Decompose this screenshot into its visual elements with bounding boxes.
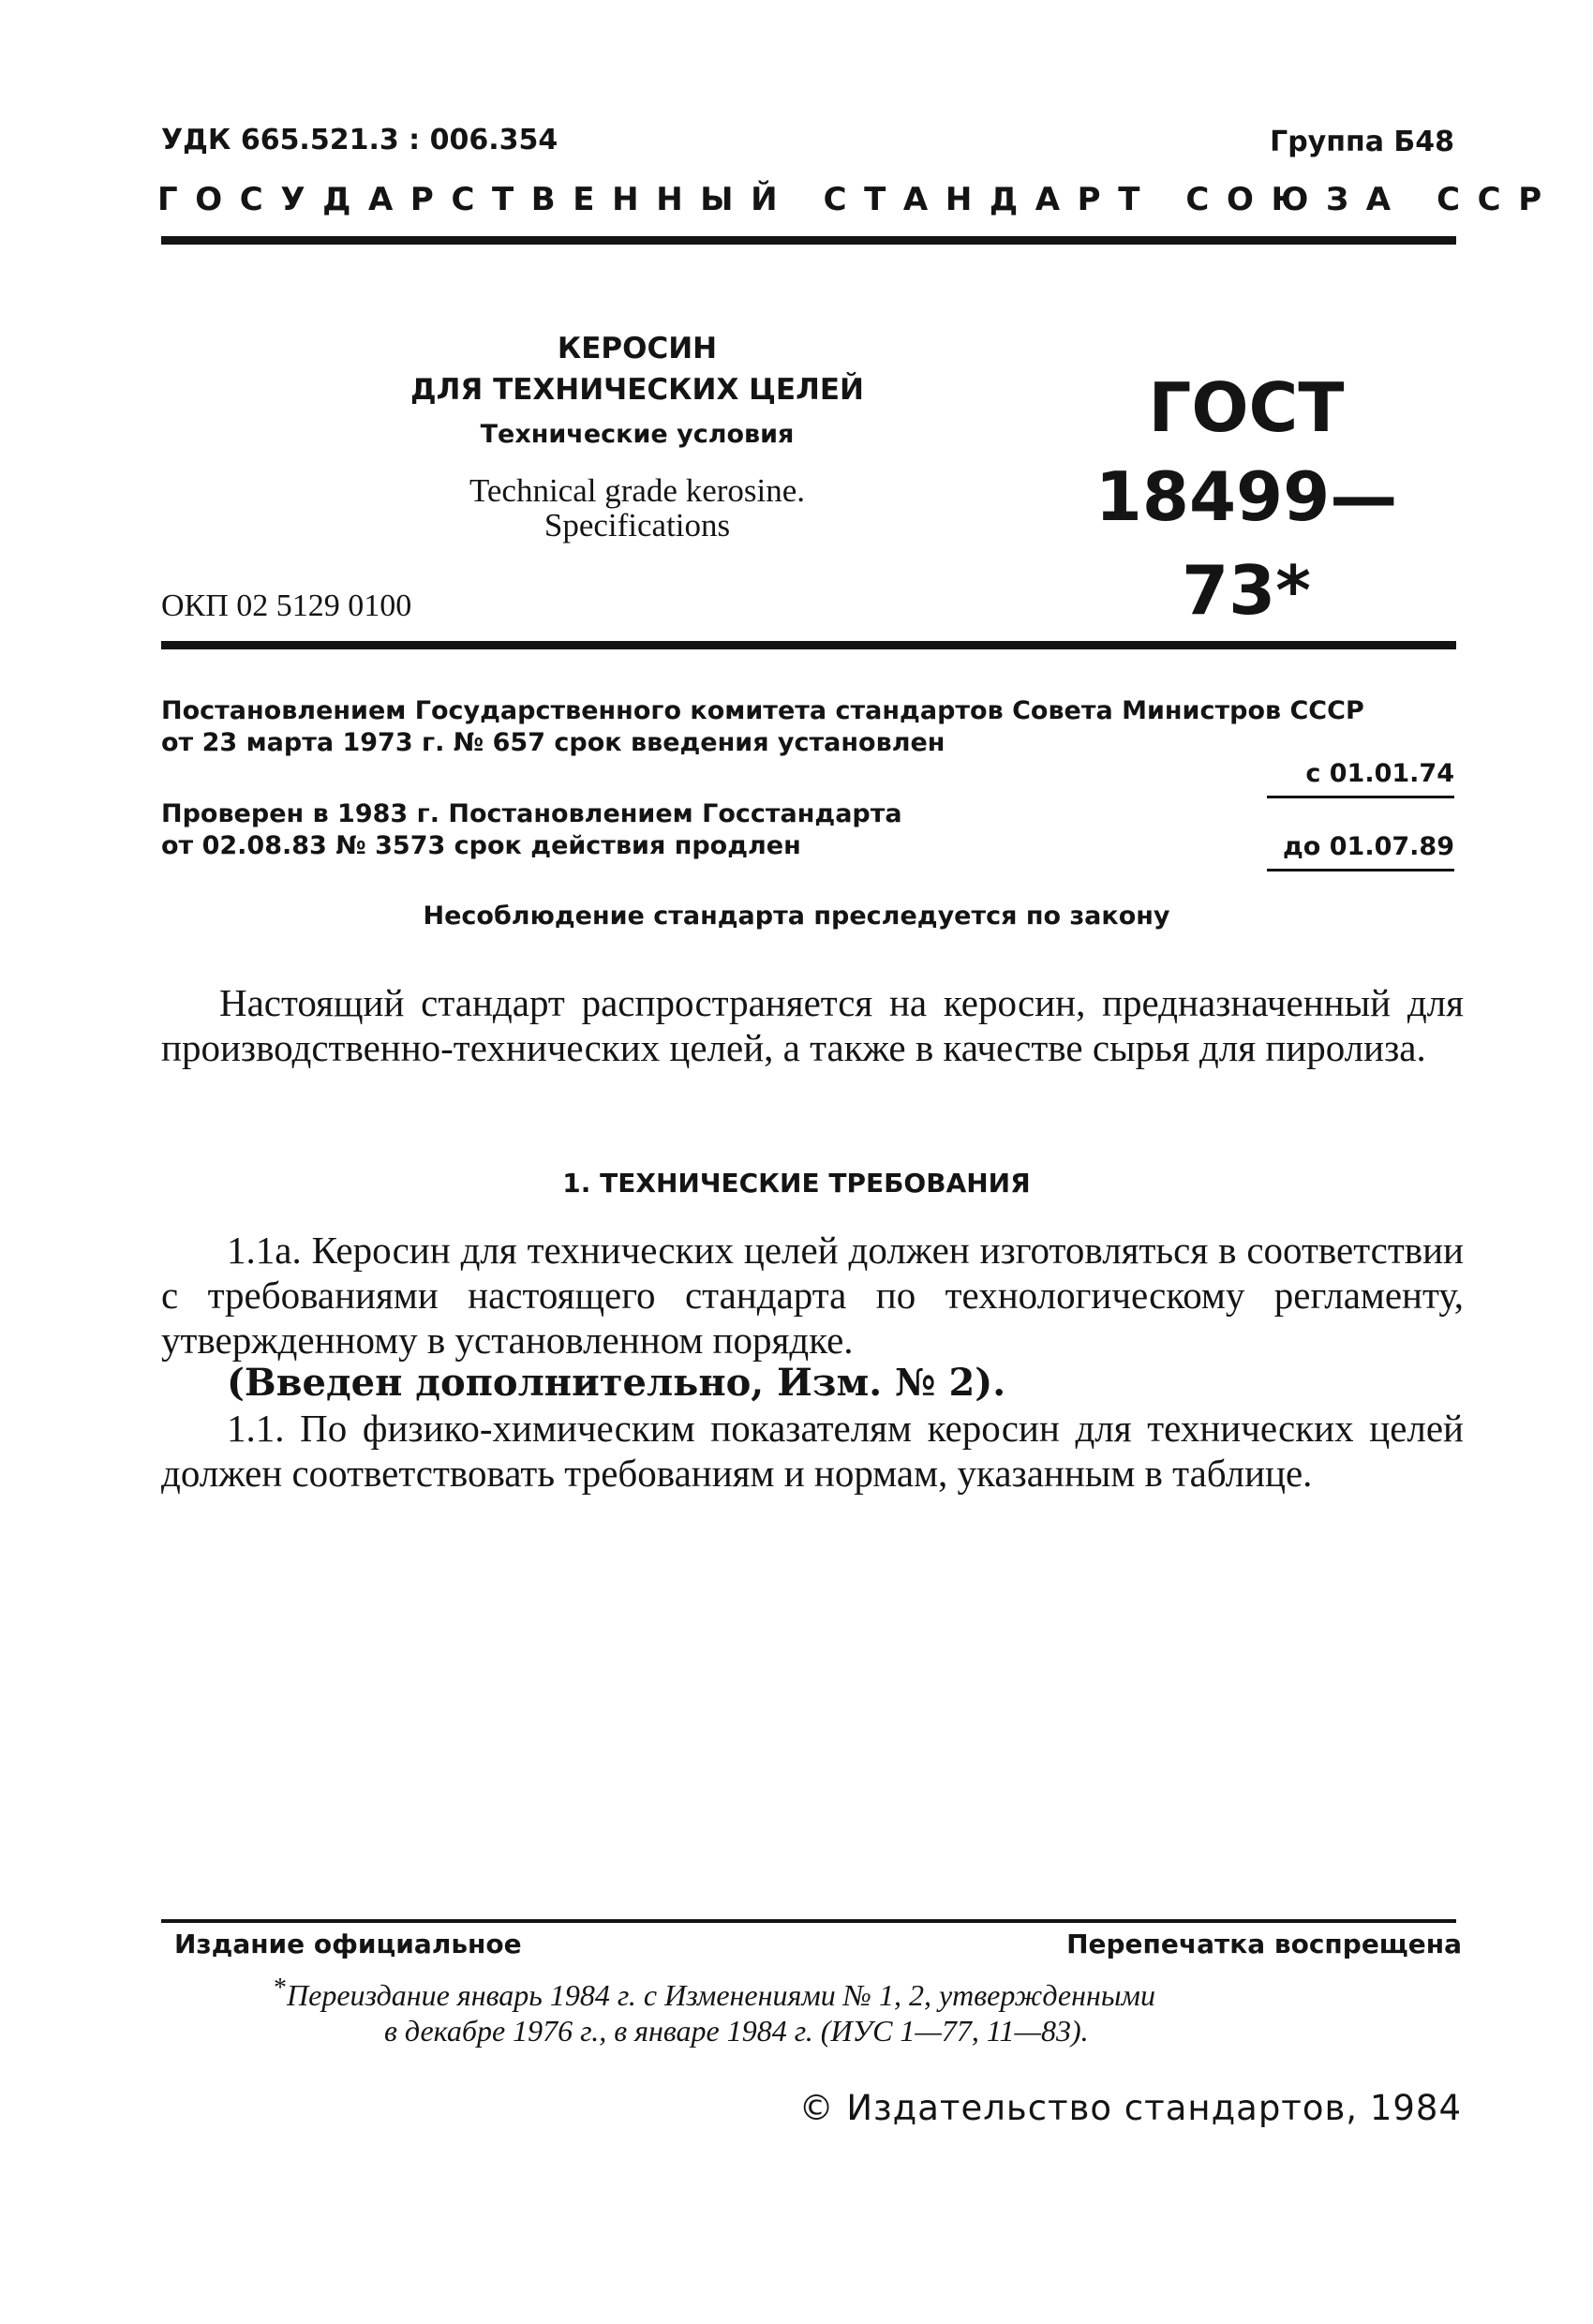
title-line-2: ДЛЯ ТЕХНИЧЕСКИХ ЦЕЛЕЙ (410, 373, 864, 407)
review-line-1: Проверен в 1983 г. Постановлением Госстандарта (161, 799, 902, 828)
paragraph-1-1a: 1.1а. Керосин для технических целей должен изготовляться в соответствии с требованиями настоящего стандарта по технологическому регламенту, утвержденному в установленном порядке. (161, 1229, 1464, 1362)
copyright: © Издательство стандартов, 1984 (798, 2088, 1462, 2128)
group-code: Группа Б48 (1270, 126, 1454, 158)
reissue-footnote (272, 1977, 1396, 2048)
reissue-line-2: в декабре 1976 г., в январе 1984 г. (ИУС 1—77, 11—83). (384, 2014, 1089, 2048)
section-heading: 1. ТЕХНИЧЕСКИЕ ТРЕБОВАНИЯ (562, 1168, 1031, 1199)
gost-label: ГОСТ (1148, 368, 1345, 447)
english-title-line-1: Technical grade kerosine. (469, 472, 806, 509)
section-rule (161, 641, 1456, 649)
title-subtitle: Технические условия (480, 420, 795, 449)
footnote-mark: * (274, 1974, 287, 2003)
reprint-notice: Перепечатка воспрещена (1066, 1929, 1462, 1959)
intro-paragraph: Настоящий стандарт распространяется на керосин, предназначенный для производственно-технических целей, а также в качестве сырья для пиролиза. (161, 981, 1464, 1069)
decree-line-2: от 23 марта 1973 г. № 657 срок введения установлен (161, 728, 945, 757)
title-line-1: КЕРОСИН (557, 332, 718, 365)
amendment-note: (Введен дополнительно, Изм. № 2). (227, 1361, 1006, 1405)
decree-line-1: Постановлением Государственного комитета стандартов Совета Министров СССР (161, 696, 1364, 725)
decree-text (161, 695, 1464, 759)
footer-rule (161, 1919, 1456, 1923)
gost-designation (1050, 365, 1443, 637)
date-introduced: с 01.01.74 (1267, 759, 1454, 798)
date-extended: до 01.07.89 (1267, 832, 1454, 872)
udk-code: УДК 665.521.3 : 006.354 (161, 124, 558, 156)
paragraph-1-1: 1.1. По физико-химическим показателям керосин для технических целей должен соответствовать требованиям и нормам, указанным в таблице. (161, 1407, 1464, 1495)
header-rule (161, 236, 1456, 245)
review-line-2: от 02.08.83 № 3573 срок действия продлен (161, 831, 801, 860)
english-title-line-2: Specifications (543, 507, 731, 544)
review-text (161, 798, 1098, 862)
reissue-line-1: Переиздание январь 1984 г. с Изменениями № 1, 2, утвержденными (287, 1978, 1155, 2012)
official-edition: Издание официальное (174, 1929, 522, 1959)
legal-warning: Несоблюдение стандарта преследуется по закону (423, 901, 1170, 931)
standard-title: ГОСУДАРСТВЕННЫЙ СТАНДАРТ СОЮЗА ССР (157, 181, 1559, 218)
okp-code: ОКП 02 5129 0100 (161, 588, 412, 623)
gost-number: 18499—73* (1094, 457, 1398, 630)
document-title-block (337, 328, 937, 543)
english-title (337, 473, 937, 543)
